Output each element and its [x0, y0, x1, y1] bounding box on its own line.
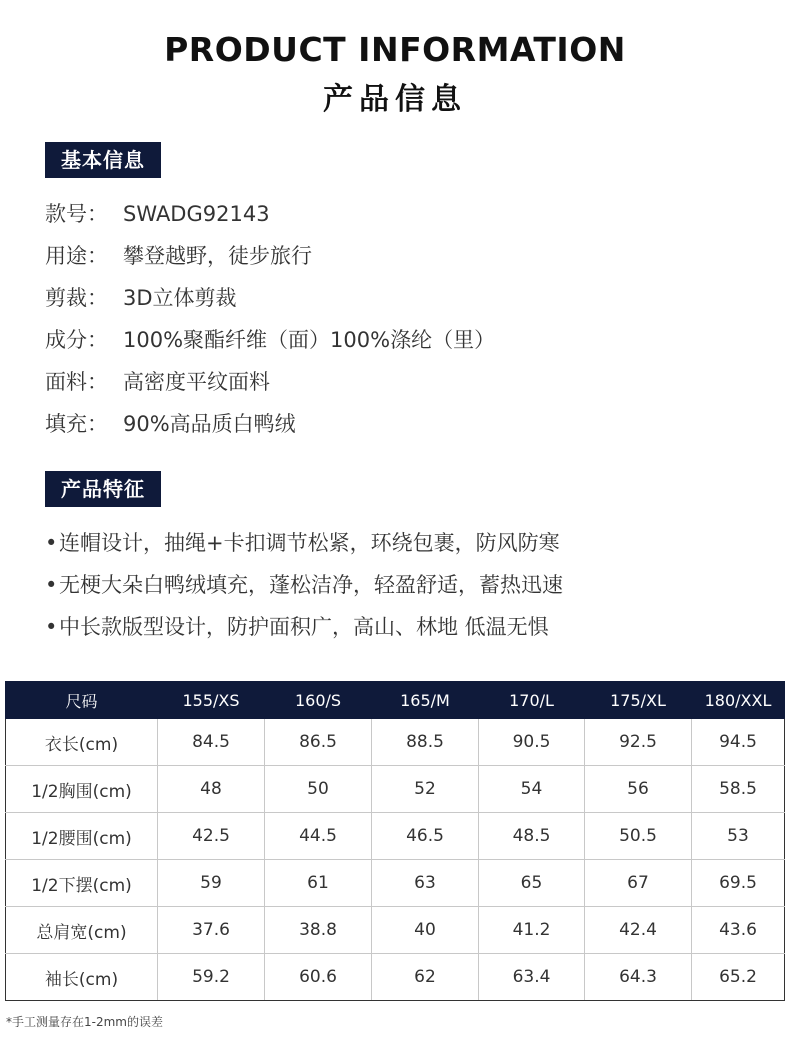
header-cell: 尺码 — [6, 682, 158, 719]
table-cell: 94.5 — [692, 719, 785, 766]
table-cell: 38.8 — [265, 907, 372, 954]
header-cell: 175/XL — [585, 682, 692, 719]
table-cell: 46.5 — [372, 813, 479, 860]
table-cell: 58.5 — [692, 766, 785, 813]
table-row — [6, 860, 785, 907]
info-row-fabric — [45, 364, 495, 406]
info-row-cut — [45, 280, 495, 322]
table-cell: 69.5 — [692, 860, 785, 907]
size-table — [5, 681, 785, 1001]
table-cell: 37.6 — [158, 907, 265, 954]
table-cell: 88.5 — [372, 719, 479, 766]
row-label: 1/2胸围(cm) — [6, 766, 158, 813]
info-value: 90%高品质白鸭绒 — [123, 412, 296, 436]
info-value: 100%聚酯纤维（面）100%涤纶（里） — [123, 328, 496, 352]
feature-item — [45, 525, 563, 567]
page-title-cn: 产品信息 — [323, 82, 467, 117]
row-label: 1/2下摆(cm) — [6, 860, 158, 907]
table-cell: 50 — [265, 766, 372, 813]
table-cell: 43.6 — [692, 907, 785, 954]
info-row-usage — [45, 238, 495, 280]
info-value: SWADG92143 — [123, 202, 270, 226]
info-key: 填充： — [45, 412, 108, 436]
info-key: 用途： — [45, 244, 108, 268]
table-cell: 92.5 — [585, 719, 692, 766]
feature-text: 无梗大朵白鸭绒填充，蓬松洁净，轻盈舒适，蓄热迅速 — [59, 573, 563, 597]
table-cell: 48 — [158, 766, 265, 813]
table-cell: 53 — [692, 813, 785, 860]
table-cell: 67 — [585, 860, 692, 907]
table-row — [6, 907, 785, 954]
row-label: 袖长(cm) — [6, 954, 158, 1001]
table-cell: 44.5 — [265, 813, 372, 860]
basic-info-list — [45, 196, 495, 448]
info-value: 攀登越野，徒步旅行 — [123, 244, 312, 268]
table-cell: 86.5 — [265, 719, 372, 766]
measurement-note: *手工测量存在1-2mm的误差 — [6, 1015, 163, 1029]
table-cell: 60.6 — [265, 954, 372, 1001]
info-key: 剪裁： — [45, 286, 108, 310]
header-cell: 180/XXL — [692, 682, 785, 719]
header-cell: 165/M — [372, 682, 479, 719]
table-cell: 63 — [372, 860, 479, 907]
table-cell: 54 — [479, 766, 585, 813]
feature-item — [45, 609, 563, 651]
info-value: 高密度平纹面料 — [123, 370, 270, 394]
header-cell: 155/XS — [158, 682, 265, 719]
row-label: 衣长(cm) — [6, 719, 158, 766]
bullet-icon: • — [45, 531, 58, 555]
table-cell: 62 — [372, 954, 479, 1001]
table-cell: 63.4 — [479, 954, 585, 1001]
table-cell: 65.2 — [692, 954, 785, 1001]
table-cell: 59.2 — [158, 954, 265, 1001]
table-cell: 42.5 — [158, 813, 265, 860]
info-value: 3D立体剪裁 — [123, 286, 237, 310]
header-cell: 160/S — [265, 682, 372, 719]
table-cell: 42.4 — [585, 907, 692, 954]
info-key: 款号： — [45, 202, 108, 226]
table-cell: 41.2 — [479, 907, 585, 954]
feature-text: 连帽设计，抽绳+卡扣调节松紧，环绕包裹，防风防寒 — [59, 531, 560, 555]
table-cell: 65 — [479, 860, 585, 907]
table-cell: 90.5 — [479, 719, 585, 766]
table-cell: 50.5 — [585, 813, 692, 860]
row-label: 1/2腰围(cm) — [6, 813, 158, 860]
info-row-filling — [45, 406, 495, 448]
table-cell: 61 — [265, 860, 372, 907]
header-cell: 170/L — [479, 682, 585, 719]
table-cell: 40 — [372, 907, 479, 954]
table-row — [6, 954, 785, 1001]
table-cell: 64.3 — [585, 954, 692, 1001]
size-table-header — [6, 682, 785, 719]
feature-text: 中长款版型设计，防护面积广，高山、林地 低温无惧 — [59, 615, 549, 639]
table-row — [6, 813, 785, 860]
info-row-composition — [45, 322, 495, 364]
table-cell: 52 — [372, 766, 479, 813]
info-key: 面料： — [45, 370, 108, 394]
table-row — [6, 766, 785, 813]
table-cell: 48.5 — [479, 813, 585, 860]
feature-list — [45, 525, 563, 651]
row-label: 总肩宽(cm) — [6, 907, 158, 954]
table-row — [6, 719, 785, 766]
table-cell: 59 — [158, 860, 265, 907]
info-key: 成分： — [45, 328, 108, 352]
info-row-style-number — [45, 196, 495, 238]
basic-info-label: 基本信息 — [45, 142, 161, 178]
page-title-en: PRODUCT INFORMATION — [164, 30, 626, 69]
bullet-icon: • — [45, 573, 58, 597]
feature-item — [45, 567, 563, 609]
table-cell: 84.5 — [158, 719, 265, 766]
table-cell: 56 — [585, 766, 692, 813]
features-label: 产品特征 — [45, 471, 161, 507]
bullet-icon: • — [45, 615, 58, 639]
